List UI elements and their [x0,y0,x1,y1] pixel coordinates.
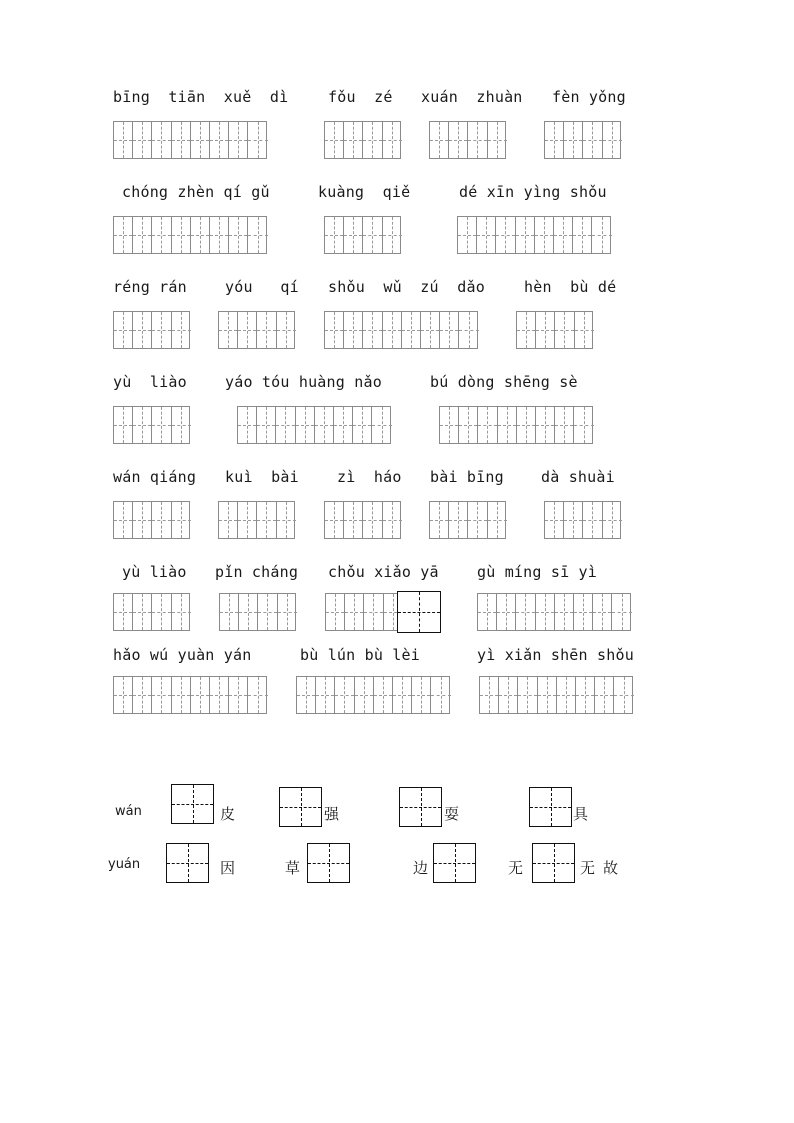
writing-grid[interactable] [516,311,593,349]
grid-cell[interactable] [383,502,402,538]
grid-cell[interactable] [172,407,191,443]
grid-cell[interactable] [576,677,595,713]
grid-cell[interactable] [114,122,133,158]
pinyin-prompt: dé xīn yìng shǒu [459,183,607,201]
grid-cell[interactable] [480,677,499,713]
grid-cell[interactable] [172,312,191,348]
given-character: 草 [285,859,301,877]
grid-cell[interactable] [478,407,497,443]
grid-cell[interactable] [583,122,602,158]
grid-cell[interactable] [372,407,391,443]
writing-grid[interactable] [429,501,506,539]
grid-cell[interactable] [172,122,191,158]
grid-cell[interactable] [238,502,257,538]
grid-cell[interactable] [573,217,592,253]
pinyin-prompt: gù míng sī yì [477,563,597,581]
grid-cell[interactable] [440,407,459,443]
grid-cell[interactable] [133,594,152,630]
grid-cell[interactable] [459,312,478,348]
grid-cell[interactable] [335,677,354,713]
pinyin-prompt: chóng zhèn qí gǔ [122,183,270,201]
grid-cell[interactable] [477,217,496,253]
grid-cell[interactable] [564,122,583,158]
grid-cell[interactable] [545,502,564,538]
grid-cell[interactable] [363,502,382,538]
answer-box[interactable] [171,784,214,824]
pinyin-label: wán [115,804,142,819]
grid-cell[interactable] [363,122,382,158]
grid-cell[interactable] [517,407,536,443]
grid-cell[interactable] [430,122,449,158]
grid-cell[interactable] [363,312,382,348]
pinyin-prompt: fèn yǒng [552,88,626,106]
grid-cell[interactable] [114,502,133,538]
grid-cell[interactable] [277,312,296,348]
grid-cell[interactable] [440,312,459,348]
grid-cell[interactable] [536,407,555,443]
grid-cell[interactable] [497,594,516,630]
grid-cell[interactable] [603,502,622,538]
grid-cell[interactable] [564,502,583,538]
grid-cell[interactable] [536,312,555,348]
grid-cell[interactable] [172,502,191,538]
pinyin-prompt: yáo tóu huàng nǎo [225,373,382,391]
grid-cell[interactable] [374,677,393,713]
grid-cell[interactable] [219,502,238,538]
answer-box[interactable] [166,843,209,883]
grid-cell[interactable] [383,312,402,348]
given-character: 皮 [220,805,236,823]
pinyin-label: yuán [108,857,141,872]
grid-cell[interactable] [276,407,295,443]
grid-cell[interactable] [421,312,440,348]
writing-grid[interactable] [113,593,190,631]
writing-grid[interactable] [113,311,190,349]
grid-cell[interactable] [152,594,171,630]
grid-cell[interactable] [248,677,267,713]
pinyin-prompt: hǎo wú yuàn yán [113,646,252,664]
grid-cell[interactable] [344,217,363,253]
writing-grid[interactable] [324,311,478,349]
writing-grid[interactable] [113,501,190,539]
pinyin-prompt: bù lún bù lèi [300,646,420,664]
pinyin-prompt: kuàng qiě [318,183,411,201]
writing-grid[interactable] [479,676,633,714]
grid-cell[interactable] [449,502,468,538]
grid-cell[interactable] [478,594,497,630]
given-character: 耍 [444,805,460,823]
grid-cell[interactable] [574,407,593,443]
writing-grid[interactable] [324,121,401,159]
pinyin-prompt: zì háo [337,468,402,486]
pinyin-prompt: chǒu xiǎo yā [328,563,439,581]
grid-cell[interactable] [555,407,574,443]
highlighted-char-box[interactable] [397,591,441,633]
grid-cell[interactable] [612,594,631,630]
grid-cell[interactable] [614,677,633,713]
grid-cell[interactable] [325,312,344,348]
grid-cell[interactable] [210,217,229,253]
grid-cell[interactable] [238,407,257,443]
grid-cell[interactable] [152,122,171,158]
pinyin-prompt: yù liào [113,373,187,391]
grid-cell[interactable] [518,677,537,713]
grid-cell[interactable] [248,217,267,253]
grid-cell[interactable] [114,217,133,253]
grid-cell[interactable] [277,502,296,538]
grid-cell[interactable] [575,312,594,348]
pinyin-prompt: bài bīng [430,468,504,486]
grid-cell[interactable] [459,407,478,443]
given-character: 无 [580,859,596,877]
pinyin-prompt: dà shuài [541,468,615,486]
grid-cell[interactable] [238,312,257,348]
grid-cell[interactable] [133,217,152,253]
writing-grid[interactable] [324,216,401,254]
grid-cell[interactable] [114,407,133,443]
grid-cell[interactable] [152,677,171,713]
grid-cell[interactable] [172,677,191,713]
grid-cell[interactable] [383,122,402,158]
pinyin-prompt: xuán zhuàn [421,88,523,106]
grid-cell[interactable] [152,312,171,348]
grid-cell[interactable] [172,217,191,253]
grid-cell[interactable] [257,312,276,348]
answer-box[interactable] [399,787,442,827]
grid-cell[interactable] [210,677,229,713]
grid-cell[interactable] [555,312,574,348]
writing-grid[interactable] [219,593,296,631]
writing-grid[interactable] [457,216,611,254]
grid-cell[interactable] [257,407,276,443]
pinyin-prompt: réng rán [113,278,187,296]
writing-grid[interactable] [113,121,267,159]
writing-grid[interactable] [113,406,190,444]
grid-cell[interactable] [152,502,171,538]
grid-cell[interactable] [583,502,602,538]
grid-cell[interactable] [557,677,576,713]
grid-cell[interactable] [191,217,210,253]
grid-cell[interactable] [316,677,335,713]
grid-cell[interactable] [257,502,276,538]
grid-cell[interactable] [498,407,517,443]
grid-cell[interactable] [210,122,229,158]
grid-cell[interactable] [516,594,535,630]
writing-grid[interactable] [544,501,621,539]
writing-grid[interactable] [544,121,621,159]
pinyin-prompt: bīng tiān xuě dì [113,88,289,106]
grid-cell[interactable] [431,677,450,713]
grid-cell[interactable] [574,594,593,630]
grid-cell[interactable] [278,594,297,630]
writing-grid[interactable] [439,406,593,444]
pinyin-prompt: hèn bù dé [524,278,617,296]
grid-cell[interactable] [364,594,383,630]
writing-grid[interactable] [218,501,295,539]
writing-grid[interactable] [113,216,267,254]
grid-cell[interactable] [488,502,507,538]
grid-cell[interactable] [191,122,210,158]
answer-box[interactable] [307,843,350,883]
grid-cell[interactable] [516,217,535,253]
grid-cell[interactable] [191,677,210,713]
grid-cell[interactable] [229,122,248,158]
given-character: 具 [573,805,589,823]
grid-cell[interactable] [499,677,518,713]
grid-cell[interactable] [353,407,372,443]
grid-cell[interactable] [325,122,344,158]
grid-cell[interactable] [538,677,557,713]
grid-cell[interactable] [592,217,611,253]
given-character: 因 [220,859,236,877]
writing-grid[interactable] [429,121,506,159]
writing-grid[interactable] [113,676,267,714]
grid-cell[interactable] [296,407,315,443]
grid-cell[interactable] [239,594,258,630]
grid-cell[interactable] [344,502,363,538]
grid-cell[interactable] [229,677,248,713]
grid-cell[interactable] [229,217,248,253]
pinyin-prompt: yù liào [122,563,187,581]
given-character: 无 [508,859,524,877]
grid-cell[interactable] [133,407,152,443]
grid-cell[interactable] [114,594,133,630]
given-character: 强 [324,805,340,823]
grid-cell[interactable] [458,217,477,253]
grid-cell[interactable] [334,407,353,443]
grid-cell[interactable] [219,312,238,348]
grid-cell[interactable] [393,677,412,713]
grid-cell[interactable] [555,594,574,630]
grid-cell[interactable] [536,594,555,630]
pinyin-prompt: bú dòng shēng sè [430,373,578,391]
grid-cell[interactable] [133,677,152,713]
grid-cell[interactable] [430,502,449,538]
writing-grid[interactable] [324,501,401,539]
grid-cell[interactable] [595,677,614,713]
pinyin-prompt: kuì bài [225,468,299,486]
writing-grid[interactable] [237,406,391,444]
grid-cell[interactable] [383,217,402,253]
grid-cell[interactable] [325,502,344,538]
given-character: 边 [413,859,429,877]
grid-cell[interactable] [133,312,152,348]
grid-cell[interactable] [554,217,573,253]
grid-cell[interactable] [133,122,152,158]
grid-cell[interactable] [355,677,374,713]
answer-box[interactable] [279,787,322,827]
grid-cell[interactable] [258,594,277,630]
grid-cell[interactable] [114,312,133,348]
given-character: 故 [603,859,619,877]
grid-cell[interactable] [517,312,536,348]
answer-box[interactable] [433,843,476,883]
grid-cell[interactable] [325,217,344,253]
grid-cell[interactable] [468,502,487,538]
grid-cell[interactable] [297,677,316,713]
grid-cell[interactable] [315,407,334,443]
pinyin-prompt: yì xiǎn shēn shǒu [477,646,634,664]
grid-cell[interactable] [593,594,612,630]
grid-cell[interactable] [449,122,468,158]
grid-cell[interactable] [603,122,622,158]
grid-cell[interactable] [345,594,364,630]
grid-cell[interactable] [114,677,133,713]
grid-cell[interactable] [152,217,171,253]
pinyin-prompt: pǐn cháng [215,563,299,581]
grid-cell[interactable] [344,122,363,158]
grid-cell[interactable] [248,122,267,158]
grid-cell[interactable] [496,217,515,253]
grid-cell[interactable] [220,594,239,630]
answer-box[interactable] [532,843,575,883]
answer-box[interactable] [529,787,572,827]
grid-cell[interactable] [133,502,152,538]
writing-grid[interactable] [477,593,631,631]
grid-cell[interactable] [172,594,191,630]
writing-grid[interactable] [296,676,450,714]
grid-cell[interactable] [152,407,171,443]
pinyin-prompt: shǒu wǔ zú dǎo [328,278,485,296]
grid-cell[interactable] [412,677,431,713]
grid-cell[interactable] [488,122,507,158]
writing-grid[interactable] [325,593,440,631]
grid-cell[interactable] [402,312,421,348]
grid-cell[interactable] [326,594,345,630]
writing-grid[interactable] [218,311,295,349]
grid-cell[interactable] [468,122,487,158]
grid-cell[interactable] [363,217,382,253]
grid-cell[interactable] [535,217,554,253]
pinyin-prompt: wán qiáng [113,468,197,486]
pinyin-prompt: yóu qí [225,278,299,296]
grid-cell[interactable] [545,122,564,158]
pinyin-prompt: fǒu zé [328,88,393,106]
grid-cell[interactable] [344,312,363,348]
